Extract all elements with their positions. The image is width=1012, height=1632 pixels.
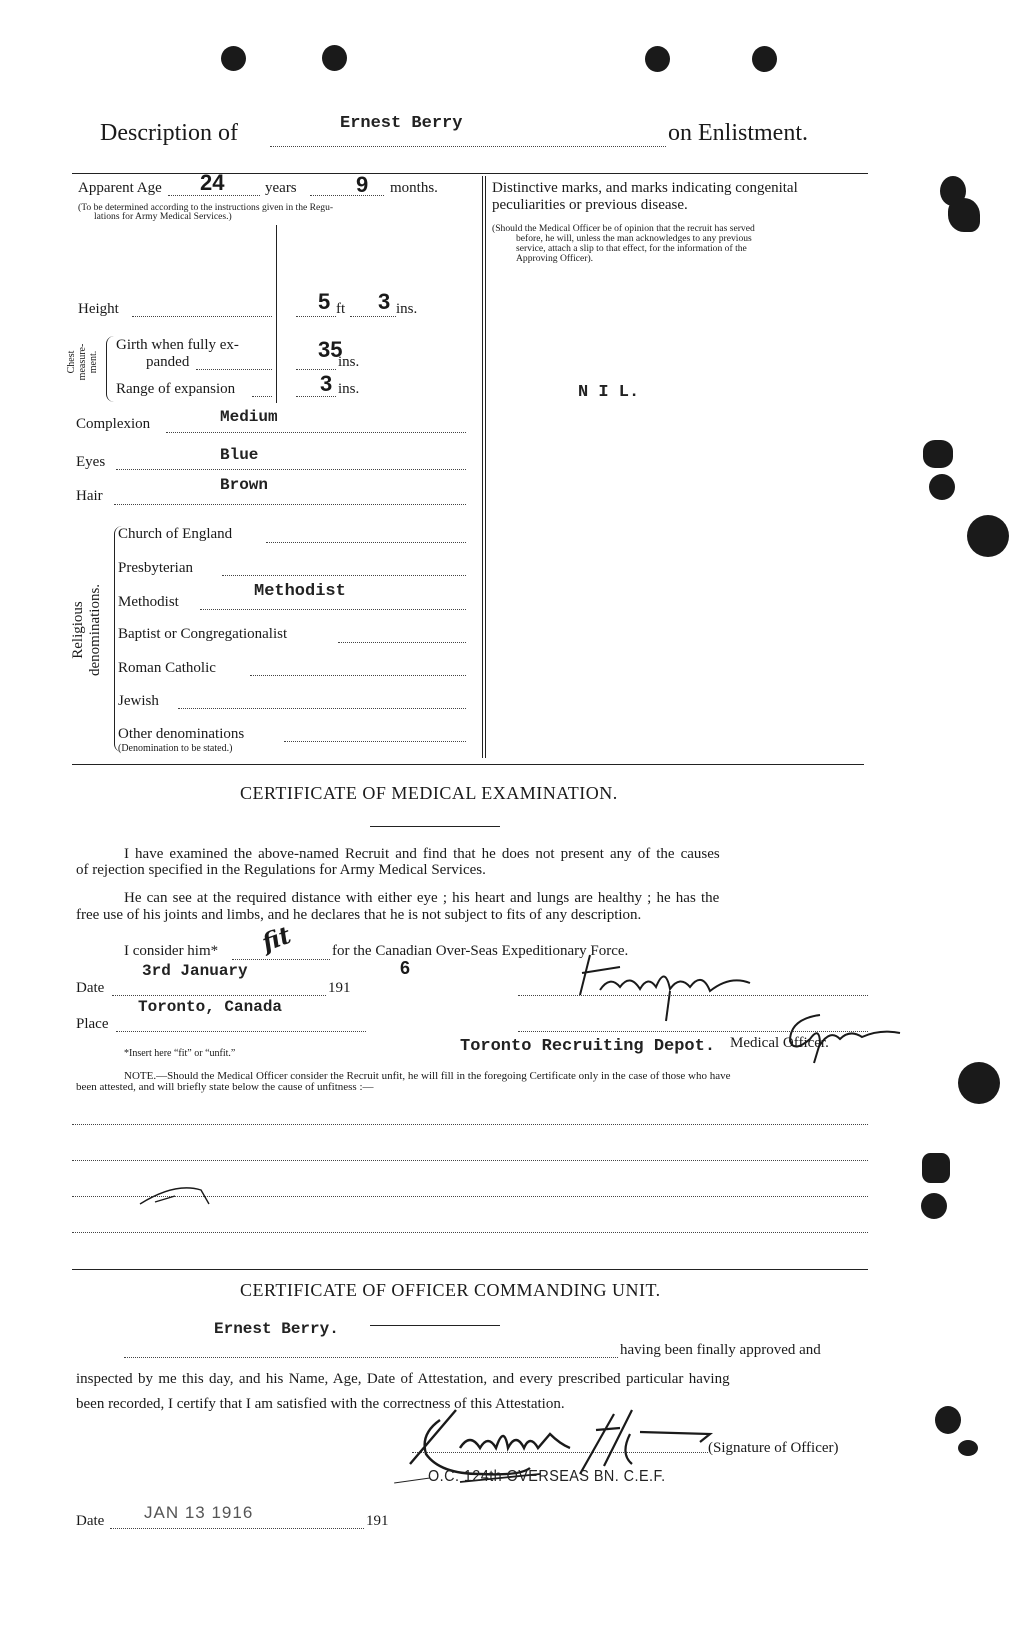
age-note-2: lations for Army Medical Services.)	[94, 211, 232, 222]
marks-note-2: before, he will, unless the man acknowledges to any previous	[516, 233, 752, 244]
divider	[72, 764, 864, 765]
ink-blot	[929, 474, 955, 500]
commanding-line2: inspected by me this day, and his Name, Age, Date of Attestation, and every prescribed particular having	[76, 1371, 730, 1387]
punch-hole	[221, 46, 246, 71]
girth-value-line	[296, 369, 336, 370]
age-label: Apparent Age	[78, 180, 162, 196]
eyes-value: Blue	[220, 446, 259, 464]
religion-line	[266, 542, 466, 543]
title-rule	[370, 1325, 500, 1326]
girth-unit: ins.	[338, 354, 360, 370]
section-divider	[482, 176, 483, 758]
height-label: Height	[78, 301, 119, 317]
religion-item: Church of England	[118, 526, 233, 542]
commanding-name-value: Ernest Berry.	[214, 1320, 339, 1338]
medical-para2-line2: free use of his joints and limbs, and he declares that he is not subject to fits of any description.	[76, 907, 642, 923]
religion-side-label	[70, 560, 104, 700]
medical-year-prefix: 191	[328, 980, 351, 996]
column-divider	[276, 225, 277, 403]
ft-label: ft	[336, 301, 346, 317]
religion-item: Roman Catholic	[118, 660, 216, 676]
battalion-stamp: O.C. 124th OVERSEAS BN. C.E.F.	[428, 1468, 666, 1485]
consider-line	[232, 959, 330, 960]
range-label-line	[252, 396, 272, 397]
complexion-value: Medium	[220, 408, 278, 426]
medical-date-label: Date	[76, 980, 105, 996]
commanding-line1-end: having been finally approved and	[620, 1342, 821, 1358]
insert-note: *Insert here “fit” or “unfit.”	[124, 1048, 236, 1059]
medical-place-line	[116, 1031, 366, 1032]
consider-value: fit	[257, 919, 295, 958]
hair-line	[114, 504, 466, 505]
height-ft-value: 5	[318, 289, 331, 314]
medical-year-suffix: 6	[400, 958, 411, 978]
months-label: months.	[390, 180, 438, 196]
chest-brace-icon	[106, 336, 115, 402]
religion-line	[178, 708, 466, 709]
eyes-line	[116, 469, 466, 470]
medical-place-value: Toronto, Canada	[138, 998, 283, 1016]
religion-item: Presbyterian	[118, 560, 193, 576]
punch-hole	[752, 46, 777, 72]
signature-of-officer-label: (Signature of Officer)	[708, 1440, 839, 1456]
religion-item: Methodist	[118, 594, 179, 610]
religion-line	[338, 642, 466, 643]
medical-note-line1: NOTE.—Should the Medical Officer consider the Recruit unfit, he will fill in the foregoing Certificate only in the case of those who have	[124, 1070, 731, 1082]
religion-line	[284, 741, 466, 742]
height-in-value: 3	[378, 289, 391, 314]
religion-label-2: denominations.	[87, 583, 103, 677]
complexion-label: Complexion	[76, 416, 151, 432]
range-value: 3	[320, 371, 333, 396]
header-prefix: Description of	[100, 120, 238, 146]
commanding-date-value: JAN 13 1916	[144, 1503, 254, 1522]
religion-item: Other denominations	[118, 726, 245, 742]
pen-mark	[135, 1178, 215, 1208]
commanding-year-prefix: 191	[366, 1513, 389, 1529]
ins-label: ins.	[396, 301, 418, 317]
punch-hole	[645, 46, 670, 72]
religion-line	[200, 609, 466, 610]
commanding-line3: been recorded, I certify that I am satisfied with the correctness of this Attestation.	[76, 1396, 565, 1412]
commanding-certificate-title: CERTIFICATE OF OFFICER COMMANDING UNIT.	[240, 1280, 661, 1300]
commanding-date-label: Date	[76, 1513, 105, 1529]
punch-hole	[967, 515, 1009, 557]
medical-para1-line2: of rejection specified in the Regulations for Army Medical Services.	[76, 862, 486, 878]
girth-value: 35	[318, 337, 343, 362]
ink-blot	[922, 1153, 950, 1183]
chest-label-3: ment.	[88, 350, 99, 374]
medical-note-line2: been attested, and will briefly state below the cause of unfitness :—	[76, 1081, 374, 1093]
ink-blot	[935, 1406, 961, 1434]
chest-label-2: measure-	[77, 343, 88, 381]
girth-label-line	[196, 369, 272, 370]
commanding-name-line	[124, 1357, 618, 1358]
marks-note-3: service, attach a slip to that effect, for the information of the	[516, 243, 747, 254]
force-label: for the Canadian Over-Seas Expeditionary Force.	[332, 943, 629, 959]
unfitness-line	[72, 1160, 868, 1161]
commanding-date-line	[110, 1528, 364, 1529]
recruit-name: Ernest Berry	[340, 114, 463, 133]
medical-certificate-title: CERTIFICATE OF MEDICAL EXAMINATION.	[240, 783, 618, 803]
medical-place-label: Place	[76, 1016, 109, 1032]
marks-heading: Distinctive marks, and marks indicating congenital	[492, 180, 798, 196]
title-rule	[370, 826, 500, 827]
medical-officer-label: Medical Officer.	[730, 1035, 829, 1051]
height-ft-line	[296, 316, 336, 317]
medical-date-line	[112, 995, 326, 996]
unfitness-line	[72, 1232, 868, 1233]
eyes-label: Eyes	[76, 454, 106, 470]
marks-heading-2: peculiarities or previous disease.	[492, 197, 688, 213]
recruiting-depot-stamp: Toronto Recruiting Depot.	[460, 1037, 716, 1056]
medical-date-value: 3rd January	[142, 962, 248, 980]
height-in-line	[350, 316, 396, 317]
religion-line	[250, 675, 466, 676]
medical-para2-line1: He can see at the required distance with either eye ; his heart and lungs are healthy ; he has the	[124, 890, 720, 906]
divider	[72, 1269, 868, 1270]
complexion-line	[166, 432, 466, 433]
religion-methodist-value: Methodist	[254, 582, 346, 601]
religion-label-1: Religious	[70, 601, 86, 659]
age-months-line	[310, 195, 384, 196]
chest-label-1: Chest	[66, 350, 77, 374]
marks-note: (Should the Medical Officer be of opinion that the recruit has served	[492, 223, 755, 234]
religion-item: Jewish	[118, 693, 159, 709]
range-unit: ins.	[338, 381, 360, 397]
divider	[72, 173, 868, 174]
years-label: years	[265, 180, 297, 196]
chest-side-label	[66, 336, 99, 388]
girth-label-2: panded	[146, 354, 190, 370]
ink-blot	[958, 1440, 978, 1456]
punch-hole	[958, 1062, 1000, 1104]
marks-value: N I L.	[578, 383, 640, 402]
section-divider	[485, 176, 486, 758]
header-suffix: on Enlistment.	[668, 120, 808, 146]
age-years-value: 24	[200, 170, 225, 195]
unfitness-line	[72, 1124, 868, 1125]
girth-label: Girth when fully ex-	[116, 337, 239, 353]
hair-label: Hair	[76, 488, 103, 504]
medical-para1-line1: I have examined the above-named Recruit and find that he does not present any of the causes	[124, 846, 720, 862]
ink-blot	[921, 1193, 947, 1219]
religion-item: Baptist or Congregationalist	[118, 626, 288, 642]
range-label: Range of expansion	[116, 381, 236, 397]
punch-hole	[322, 45, 347, 71]
consider-label: I consider him*	[124, 943, 219, 959]
age-note: (To be determined according to the instructions given in the Regu-	[78, 202, 334, 213]
ink-blot	[923, 440, 953, 468]
marks-note-4: Approving Officer).	[516, 253, 594, 264]
religion-other-note: (Denomination to be stated.)	[118, 743, 233, 754]
age-months-value: 9	[356, 172, 369, 197]
commanding-officer-signature	[400, 1404, 720, 1504]
ink-blot	[948, 198, 980, 232]
hair-value: Brown	[220, 476, 269, 494]
header-name-line	[270, 146, 666, 147]
height-line	[132, 316, 272, 317]
religion-line	[222, 575, 466, 576]
